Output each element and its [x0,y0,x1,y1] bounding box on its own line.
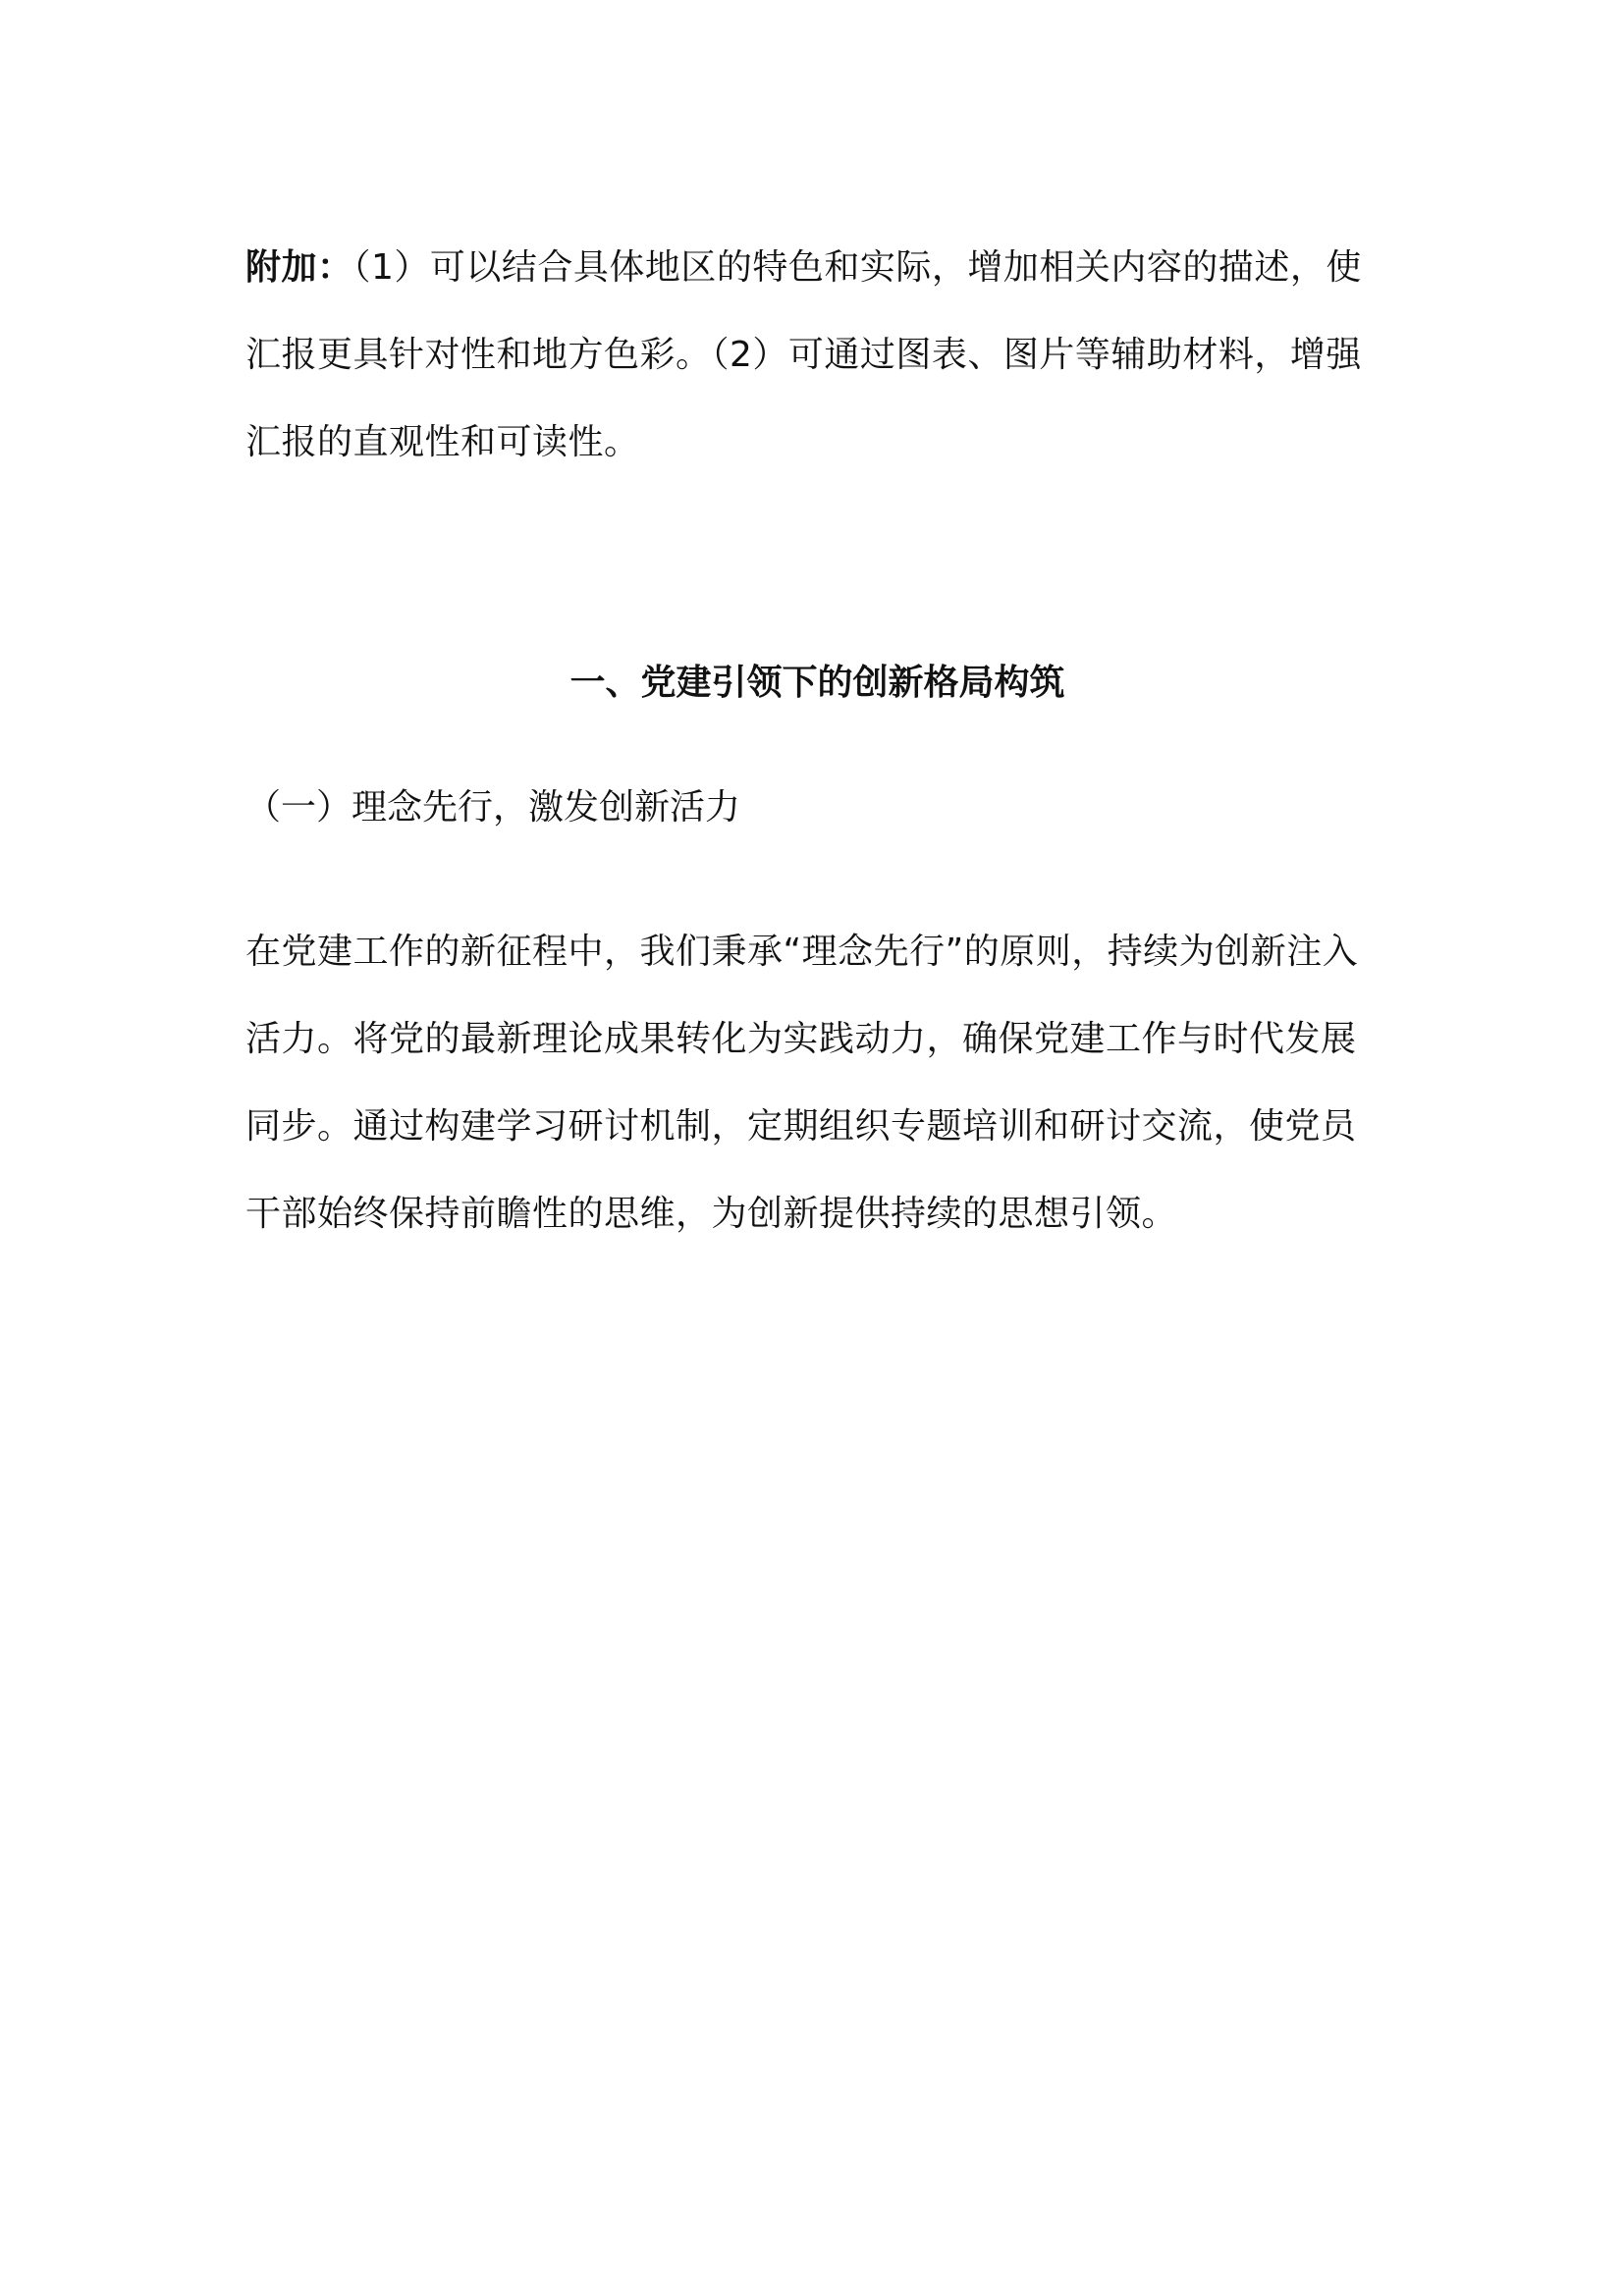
body-paragraph: 在党建工作的新征程中，我们秉承“理念先行”的原则，持续为创新注入活力。将党的最新理论成果转化为实践动力，确保党建工作与时代发展同步。通过构建学习研讨机制，定期组织专题培训和研讨交流，使党员干部始终保持前瞻性的思维，为创新提供持续的思想引领。 [245,932,1359,1234]
section-title: 一、党建引领下的创新格局构筑 [569,663,1065,703]
note-label: 附加： [245,247,353,288]
note-text: （1）可以结合具体地区的特色和实际，增加相关内容的描述，使汇报更具针对性和地方色彩。（2）可通过图表、图片等辅助材料，增强汇报的直观性和可读性。 [245,247,1362,462]
subsection-heading: （一）理念先行，激发创新活力 [245,787,741,828]
note-paragraph [245,224,1389,486]
document-content [245,224,1389,1257]
